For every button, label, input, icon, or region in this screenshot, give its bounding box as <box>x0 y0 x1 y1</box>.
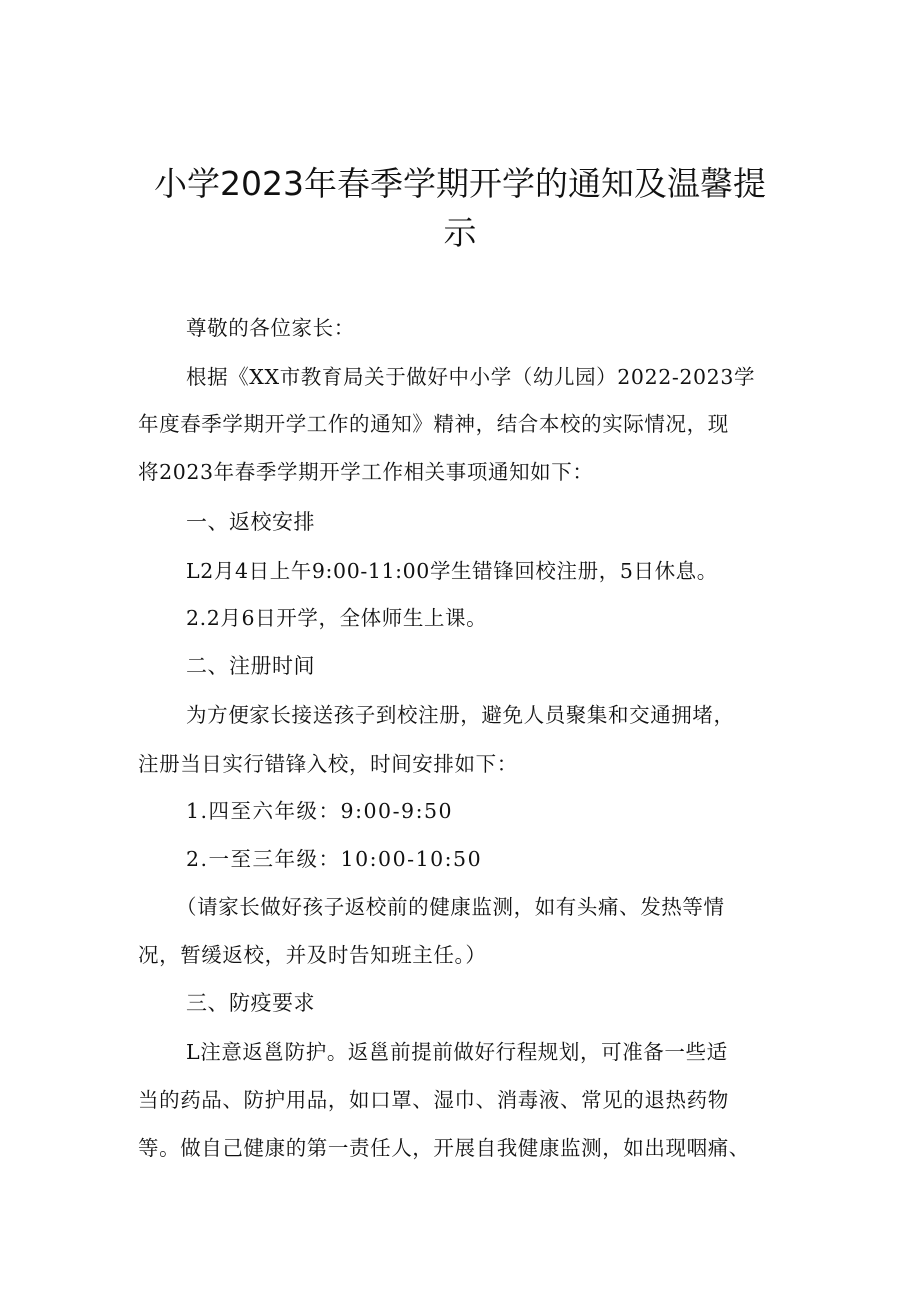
intro-line-2: 年度春季学期开学工作的通知》精神，结合本校的实际情况，现 <box>138 412 729 436</box>
greeting: 尊敬的各位家长： <box>186 316 355 340</box>
section-1-item-2: 2.2月6日开学，全体师生上课。 <box>186 606 488 630</box>
section-2-item-2: 2.一至三年级：10:00-10:50 <box>186 847 483 871</box>
section-2-note-line-1: （请家长做好孩子返校前的健康监测，如有头痛、发热等情 <box>176 895 725 919</box>
section-3-paragraph-line-3: 等。做自己健康的第一责任人，开展自我健康监测，如出现咽痛、 <box>138 1136 750 1160</box>
intro-line-3: 将2023年春季学期开学工作相关事项通知如下： <box>138 460 594 484</box>
intro-line-1: 根据《XX市教育局关于做好中小学（幼儿园）2022-2023学 <box>186 365 756 389</box>
document-title-line-2: 示 <box>443 213 477 252</box>
document-title-line-1: 小学2023年春季学期开学的通知及温馨提 <box>154 164 766 203</box>
section-1-heading: 一、返校安排 <box>186 510 315 534</box>
section-2-heading: 二、注册时间 <box>186 654 315 678</box>
section-3-paragraph-line-1: L注意返邕防护。返邕前提前做好行程规划，可准备一些适 <box>186 1040 728 1064</box>
section-2-paragraph-line-2: 注册当日实行错锋入校，时间安排如下： <box>138 752 518 776</box>
section-2-paragraph-line-1: 为方便家长接送孩子到校注册，避免人员聚集和交通拥堵， <box>186 703 735 727</box>
section-2-item-1: 1.四至六年级：9:00-9:50 <box>186 799 454 823</box>
section-2-note-line-2: 况，暂缓返校，并及时告知班主任。） <box>138 943 487 967</box>
section-3-paragraph-line-2: 当的药品、防护用品，如口罩、湿巾、消毒液、常见的退热药物 <box>138 1088 729 1112</box>
section-3-heading: 三、防疫要求 <box>186 991 315 1015</box>
section-1-item-1: L2月4日上午9:00-11:00学生错锋回校注册，5日休息。 <box>186 559 718 583</box>
